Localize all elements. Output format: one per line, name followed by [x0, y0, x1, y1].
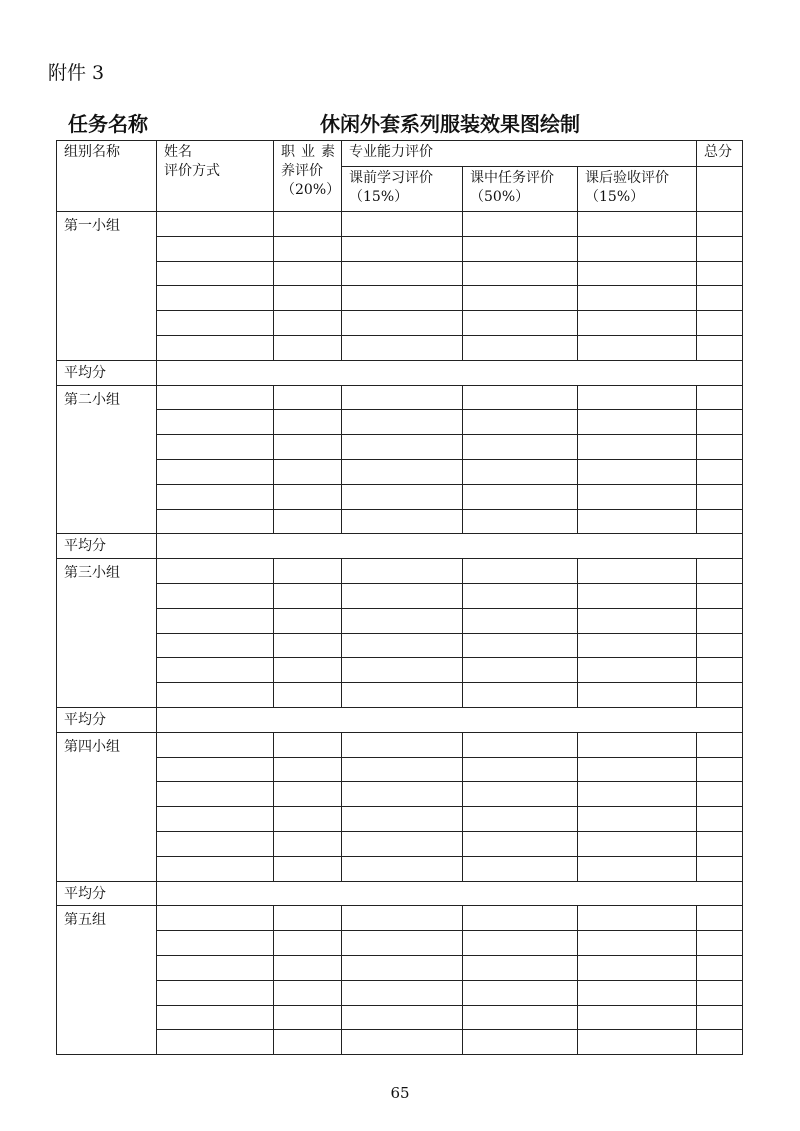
- score-cell[interactable]: [157, 261, 274, 286]
- score-cell[interactable]: [274, 782, 342, 807]
- table-row: [57, 931, 743, 956]
- score-cell[interactable]: [274, 906, 342, 931]
- score-cell[interactable]: [342, 335, 463, 360]
- score-cell[interactable]: [463, 236, 578, 261]
- score-cell[interactable]: [342, 509, 463, 534]
- score-cell[interactable]: [157, 633, 274, 658]
- score-cell[interactable]: [274, 980, 342, 1005]
- score-cell[interactable]: [157, 906, 274, 931]
- table-row: [57, 608, 743, 633]
- score-cell[interactable]: [463, 856, 578, 881]
- table-row: [57, 410, 743, 435]
- score-cell[interactable]: [697, 410, 743, 435]
- score-cell[interactable]: [463, 484, 578, 509]
- score-cell[interactable]: [274, 509, 342, 534]
- table-row: [57, 311, 743, 336]
- average-label: 平均分: [57, 881, 157, 906]
- score-cell[interactable]: [274, 484, 342, 509]
- score-cell[interactable]: [463, 955, 578, 980]
- score-cell[interactable]: [578, 509, 697, 534]
- score-cell[interactable]: [697, 1030, 743, 1055]
- average-row: [57, 881, 743, 906]
- score-cell[interactable]: [157, 683, 274, 708]
- table-row: [57, 509, 743, 534]
- score-cell[interactable]: [342, 831, 463, 856]
- score-cell[interactable]: [578, 435, 697, 460]
- score-cell[interactable]: [342, 385, 463, 410]
- table-row: [57, 1005, 743, 1030]
- score-cell[interactable]: [697, 831, 743, 856]
- table-row: [57, 212, 743, 237]
- score-cell[interactable]: [578, 1005, 697, 1030]
- score-cell[interactable]: [463, 732, 578, 757]
- score-cell[interactable]: [463, 212, 578, 237]
- score-cell[interactable]: [342, 410, 463, 435]
- table-row: [57, 335, 743, 360]
- score-cell[interactable]: [274, 311, 342, 336]
- score-cell[interactable]: [578, 732, 697, 757]
- score-cell[interactable]: [463, 831, 578, 856]
- score-cell[interactable]: [578, 236, 697, 261]
- table-row: [57, 658, 743, 683]
- score-cell[interactable]: [578, 286, 697, 311]
- score-cell[interactable]: [274, 410, 342, 435]
- page-number: 65: [390, 1084, 410, 1102]
- table-row: [57, 633, 743, 658]
- score-cell[interactable]: [697, 856, 743, 881]
- score-cell[interactable]: [697, 658, 743, 683]
- score-cell[interactable]: [463, 1005, 578, 1030]
- task-name-label: 任务名称: [68, 112, 148, 136]
- table-row: [57, 782, 743, 807]
- score-cell[interactable]: [274, 732, 342, 757]
- score-cell[interactable]: [463, 1030, 578, 1055]
- task-name-value: 休闲外套系列服装效果图绘制: [320, 112, 580, 136]
- score-cell[interactable]: [274, 583, 342, 608]
- score-cell[interactable]: [157, 931, 274, 956]
- table-row: [57, 955, 743, 980]
- score-cell[interactable]: [463, 658, 578, 683]
- score-cell[interactable]: [697, 583, 743, 608]
- table-row: [57, 683, 743, 708]
- score-cell[interactable]: [274, 335, 342, 360]
- score-cell[interactable]: [578, 583, 697, 608]
- score-cell[interactable]: [463, 807, 578, 832]
- score-cell[interactable]: [342, 608, 463, 633]
- score-cell[interactable]: [697, 212, 743, 237]
- score-cell[interactable]: [157, 757, 274, 782]
- score-cell[interactable]: [157, 311, 274, 336]
- score-cell[interactable]: [578, 410, 697, 435]
- score-cell[interactable]: [157, 608, 274, 633]
- score-cell[interactable]: [463, 509, 578, 534]
- score-cell[interactable]: [157, 459, 274, 484]
- score-cell[interactable]: [578, 608, 697, 633]
- average-row: [57, 707, 743, 732]
- score-cell[interactable]: [342, 931, 463, 956]
- score-cell[interactable]: [274, 757, 342, 782]
- average-value-cell[interactable]: [157, 360, 743, 385]
- score-cell[interactable]: [157, 435, 274, 460]
- score-cell[interactable]: [342, 980, 463, 1005]
- score-cell[interactable]: [578, 683, 697, 708]
- score-cell[interactable]: [697, 335, 743, 360]
- score-cell[interactable]: [342, 683, 463, 708]
- header-row-1: [57, 141, 743, 167]
- evaluation-table: [56, 140, 743, 1055]
- score-cell[interactable]: [463, 633, 578, 658]
- score-cell[interactable]: [463, 311, 578, 336]
- score-cell[interactable]: [157, 212, 274, 237]
- score-cell[interactable]: [274, 831, 342, 856]
- score-cell[interactable]: [157, 831, 274, 856]
- score-cell[interactable]: [157, 658, 274, 683]
- header-post-class: 课后验收评价 （15%）: [578, 167, 697, 212]
- score-cell[interactable]: [463, 559, 578, 584]
- score-cell[interactable]: [697, 980, 743, 1005]
- header-pre-class: 课前学习评价 （15%）: [342, 167, 463, 212]
- score-cell[interactable]: [274, 459, 342, 484]
- score-cell[interactable]: [697, 236, 743, 261]
- score-cell[interactable]: [578, 658, 697, 683]
- score-cell[interactable]: [697, 385, 743, 410]
- score-cell[interactable]: [157, 335, 274, 360]
- score-cell[interactable]: [697, 906, 743, 931]
- score-cell[interactable]: [463, 608, 578, 633]
- table-row: [57, 856, 743, 881]
- score-cell[interactable]: [342, 906, 463, 931]
- score-cell[interactable]: [578, 633, 697, 658]
- score-cell[interactable]: [342, 757, 463, 782]
- group-name-cell: 第三小组: [57, 559, 157, 708]
- score-cell[interactable]: [463, 583, 578, 608]
- score-cell[interactable]: [274, 212, 342, 237]
- header-in-class: 课中任务评价 （50%）: [463, 167, 578, 212]
- header-name-method: 姓名 评价方式: [157, 141, 274, 212]
- table-row: [57, 583, 743, 608]
- score-cell[interactable]: [274, 1030, 342, 1055]
- score-cell[interactable]: [697, 608, 743, 633]
- table-row: [57, 435, 743, 460]
- score-cell[interactable]: [274, 856, 342, 881]
- score-cell[interactable]: [342, 236, 463, 261]
- score-cell[interactable]: [697, 435, 743, 460]
- score-cell[interactable]: [157, 955, 274, 980]
- table-row: [57, 286, 743, 311]
- header-total-blank: [697, 167, 743, 212]
- score-cell[interactable]: [578, 261, 697, 286]
- table-row: [57, 906, 743, 931]
- score-cell[interactable]: [463, 906, 578, 931]
- table-row: [57, 980, 743, 1005]
- score-cell[interactable]: [697, 286, 743, 311]
- score-cell[interactable]: [342, 955, 463, 980]
- score-cell[interactable]: [697, 683, 743, 708]
- score-cell[interactable]: [274, 236, 342, 261]
- table-row: [57, 385, 743, 410]
- score-cell[interactable]: [342, 559, 463, 584]
- average-label: 平均分: [57, 707, 157, 732]
- average-row: [57, 360, 743, 385]
- table-row: [57, 559, 743, 584]
- score-cell[interactable]: [463, 931, 578, 956]
- header-total: 总分: [697, 141, 743, 167]
- score-cell[interactable]: [274, 1005, 342, 1030]
- header-skill-evaluation: 专业能力评价: [342, 141, 697, 167]
- table-row: [57, 757, 743, 782]
- score-cell[interactable]: [697, 807, 743, 832]
- score-cell[interactable]: [578, 385, 697, 410]
- score-cell[interactable]: [697, 559, 743, 584]
- score-cell[interactable]: [274, 658, 342, 683]
- score-cell[interactable]: [463, 980, 578, 1005]
- table-row: [57, 732, 743, 757]
- score-cell[interactable]: [578, 856, 697, 881]
- score-cell[interactable]: [463, 683, 578, 708]
- score-cell[interactable]: [463, 782, 578, 807]
- score-cell[interactable]: [342, 583, 463, 608]
- score-cell[interactable]: [578, 1030, 697, 1055]
- table-row: [57, 807, 743, 832]
- score-cell[interactable]: [157, 509, 274, 534]
- score-cell[interactable]: [157, 410, 274, 435]
- table-row: [57, 459, 743, 484]
- score-cell[interactable]: [342, 435, 463, 460]
- score-cell[interactable]: [697, 484, 743, 509]
- score-cell[interactable]: [157, 782, 274, 807]
- score-cell[interactable]: [274, 683, 342, 708]
- score-cell[interactable]: [342, 732, 463, 757]
- score-cell[interactable]: [274, 435, 342, 460]
- score-cell[interactable]: [274, 385, 342, 410]
- average-value-cell[interactable]: [157, 881, 743, 906]
- score-cell[interactable]: [157, 1005, 274, 1030]
- score-cell[interactable]: [578, 807, 697, 832]
- score-cell[interactable]: [578, 955, 697, 980]
- score-cell[interactable]: [342, 286, 463, 311]
- table-row: [57, 236, 743, 261]
- score-cell[interactable]: [342, 1030, 463, 1055]
- score-cell[interactable]: [578, 906, 697, 931]
- score-cell[interactable]: [578, 484, 697, 509]
- average-value-cell[interactable]: [157, 534, 743, 559]
- score-cell[interactable]: [578, 831, 697, 856]
- group-name-cell: 第一小组: [57, 212, 157, 361]
- score-cell[interactable]: [578, 335, 697, 360]
- group-name-cell: 第四小组: [57, 732, 157, 881]
- score-cell[interactable]: [697, 757, 743, 782]
- score-cell[interactable]: [578, 757, 697, 782]
- score-cell[interactable]: [697, 459, 743, 484]
- score-cell[interactable]: [697, 1005, 743, 1030]
- score-cell[interactable]: [463, 459, 578, 484]
- table-row: [57, 261, 743, 286]
- score-cell[interactable]: [342, 311, 463, 336]
- table-row: [57, 484, 743, 509]
- score-cell[interactable]: [578, 559, 697, 584]
- score-cell[interactable]: [463, 261, 578, 286]
- average-label: 平均分: [57, 534, 157, 559]
- score-cell[interactable]: [578, 980, 697, 1005]
- score-cell[interactable]: [157, 484, 274, 509]
- score-cell[interactable]: [157, 732, 274, 757]
- score-cell[interactable]: [697, 782, 743, 807]
- score-cell[interactable]: [274, 608, 342, 633]
- score-cell[interactable]: [342, 212, 463, 237]
- score-cell[interactable]: [157, 236, 274, 261]
- score-cell[interactable]: [342, 658, 463, 683]
- score-cell[interactable]: [342, 807, 463, 832]
- score-cell[interactable]: [697, 931, 743, 956]
- score-cell[interactable]: [342, 484, 463, 509]
- score-cell[interactable]: [274, 559, 342, 584]
- score-cell[interactable]: [342, 856, 463, 881]
- average-row: [57, 534, 743, 559]
- table-row: [57, 831, 743, 856]
- table-row: [57, 1030, 743, 1055]
- score-cell[interactable]: [342, 459, 463, 484]
- score-cell[interactable]: [578, 311, 697, 336]
- header-group-name: 组别名称: [57, 141, 157, 212]
- score-cell[interactable]: [342, 633, 463, 658]
- score-cell[interactable]: [697, 261, 743, 286]
- score-cell[interactable]: [157, 385, 274, 410]
- attachment-label: 附件 3: [48, 62, 105, 84]
- score-cell[interactable]: [157, 286, 274, 311]
- score-cell[interactable]: [274, 931, 342, 956]
- score-cell[interactable]: [697, 955, 743, 980]
- score-cell[interactable]: [578, 212, 697, 237]
- group-name-cell: 第五组: [57, 906, 157, 1055]
- score-cell[interactable]: [342, 782, 463, 807]
- score-cell[interactable]: [342, 261, 463, 286]
- score-cell[interactable]: [463, 757, 578, 782]
- score-cell[interactable]: [157, 559, 274, 584]
- score-cell[interactable]: [578, 931, 697, 956]
- score-cell[interactable]: [157, 1030, 274, 1055]
- score-cell[interactable]: [697, 311, 743, 336]
- score-cell[interactable]: [463, 286, 578, 311]
- score-cell[interactable]: [157, 583, 274, 608]
- score-cell[interactable]: [274, 955, 342, 980]
- score-cell[interactable]: [342, 1005, 463, 1030]
- score-cell[interactable]: [463, 385, 578, 410]
- score-cell[interactable]: [274, 261, 342, 286]
- score-cell[interactable]: [274, 633, 342, 658]
- score-cell[interactable]: [463, 410, 578, 435]
- score-cell[interactable]: [463, 335, 578, 360]
- score-cell[interactable]: [274, 807, 342, 832]
- score-cell[interactable]: [697, 509, 743, 534]
- header-professional-quality: 职 业 素 养评价 （20%）: [274, 141, 342, 212]
- average-label: 平均分: [57, 360, 157, 385]
- score-cell[interactable]: [463, 435, 578, 460]
- score-cell[interactable]: [157, 856, 274, 881]
- average-value-cell[interactable]: [157, 707, 743, 732]
- score-cell[interactable]: [274, 286, 342, 311]
- score-cell[interactable]: [578, 459, 697, 484]
- score-cell[interactable]: [157, 980, 274, 1005]
- score-cell[interactable]: [157, 807, 274, 832]
- score-cell[interactable]: [697, 732, 743, 757]
- score-cell[interactable]: [697, 633, 743, 658]
- group-name-cell: 第二小组: [57, 385, 157, 534]
- score-cell[interactable]: [578, 782, 697, 807]
